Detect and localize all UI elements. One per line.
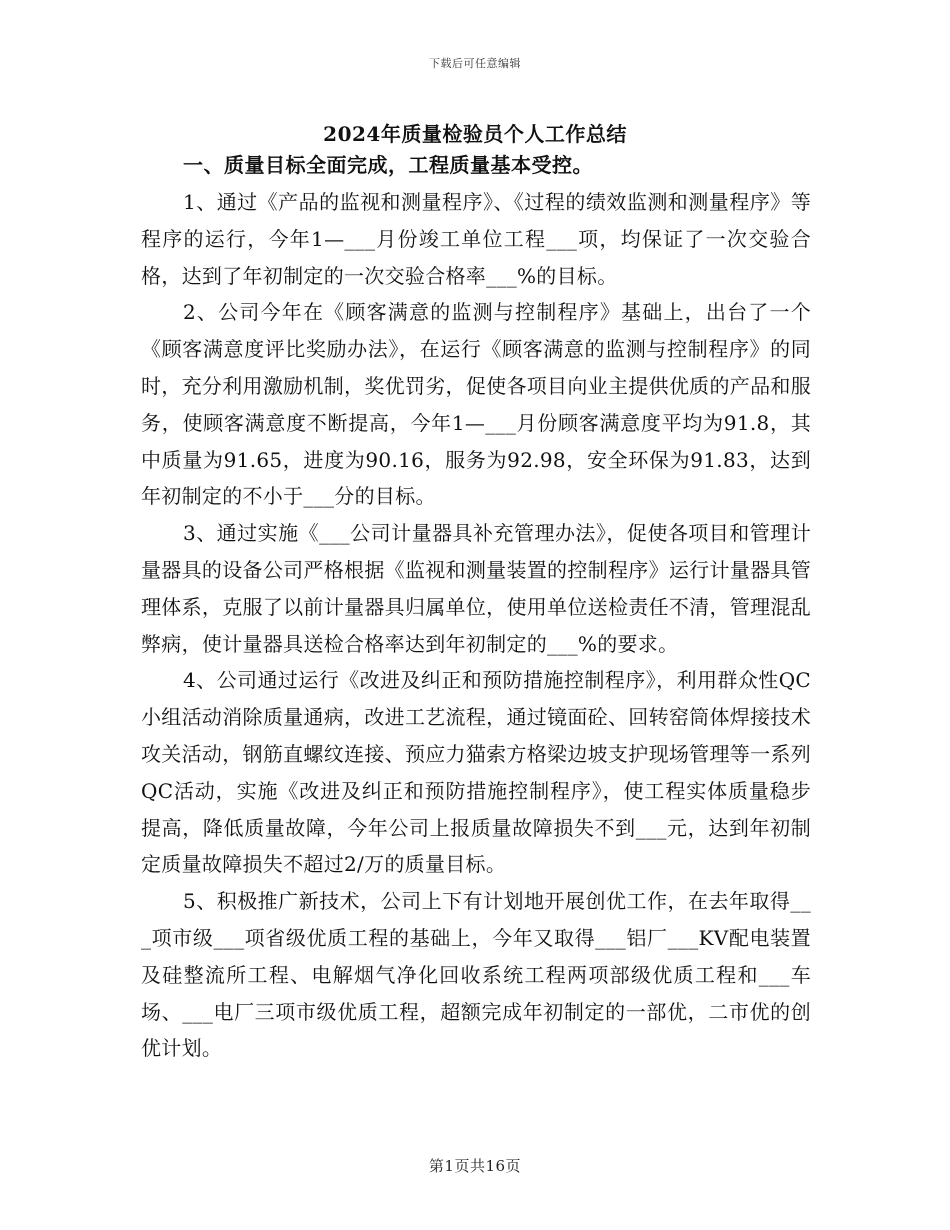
paragraph-4: 4、公司通过运行《改进及纠正和预防措施控制程序》，利用群众性QC小组活动消除质量通病，改进工艺流程，通过镜面砼、回转窑筒体焊接技术攻关活动，钢筋直螺纹连接、预应力猫索方格梁边坡支护现场管理等一系列QC活动，实施《改进及纠正和预防措施控制程序》，使工程实体质量稳步提高，降低质量故障，今年公司上报质量故障损失不到___元，达到年初制定质量故障损失不超过2/万的质量目标。 xyxy=(141,668,811,877)
document-body xyxy=(141,150,811,1067)
paragraph-5: 5、积极推广新技术，公司上下有计划地开展创优工作，在去年取得___项市级___项省级优质工程的基础上，今年又取得___铝厂___KV配电装置及硅整流所工程、电解烟气净化回收系统工程两项部级优质工程和___车场、___电厂三项市级优质工程，超额完成年初制定的一部优，二市优的创优计划。 xyxy=(141,889,811,1061)
page-number: 第1页共16页 xyxy=(428,1157,522,1175)
paragraph-1: 1、通过《产品的监视和测量程序》、《过程的绩效监测和测量程序》等程序的运行，今年1—___月份竣工单位工程___项，均保证了一次交验合格，达到了年初制定的一次交验合格率___%的目标。 xyxy=(141,190,811,288)
section-heading: 一、质量目标全面完成，工程质量基本受控。 xyxy=(183,153,593,177)
paragraph-3: 3、通过实施《___公司计量器具补充管理办法》，促使各项目和管理计量器具的设备公司严格根据《监视和测量装置的控制程序》运行计量器具管理体系，克服了以前计量器具归属单位，使用单位送检责任不清，管理混乱弊病，使计量器具送检合格率达到年初制定的___%的要求。 xyxy=(141,521,811,656)
download-note: 下载后可任意编辑 xyxy=(429,57,521,70)
paragraph-2: 2、公司今年在《顾客满意的监测与控制程序》基础上，出台了一个《顾客满意度评比奖励办法》，在运行《顾客满意的监测与控制程序》的同时，充分利用激励机制，奖优罚劣，促使各项目向业主提供优质的产品和服务，使顾客满意度不断提高，今年1—___月份顾客满意度平均为91.8，其中质量为91.65，进度为90.16，服务为92.98，安全环保为91.83，达到年初制定的不小于___分的目标。 xyxy=(141,300,811,509)
document-title: 2024年质量检验员个人工作总结 xyxy=(323,122,627,146)
